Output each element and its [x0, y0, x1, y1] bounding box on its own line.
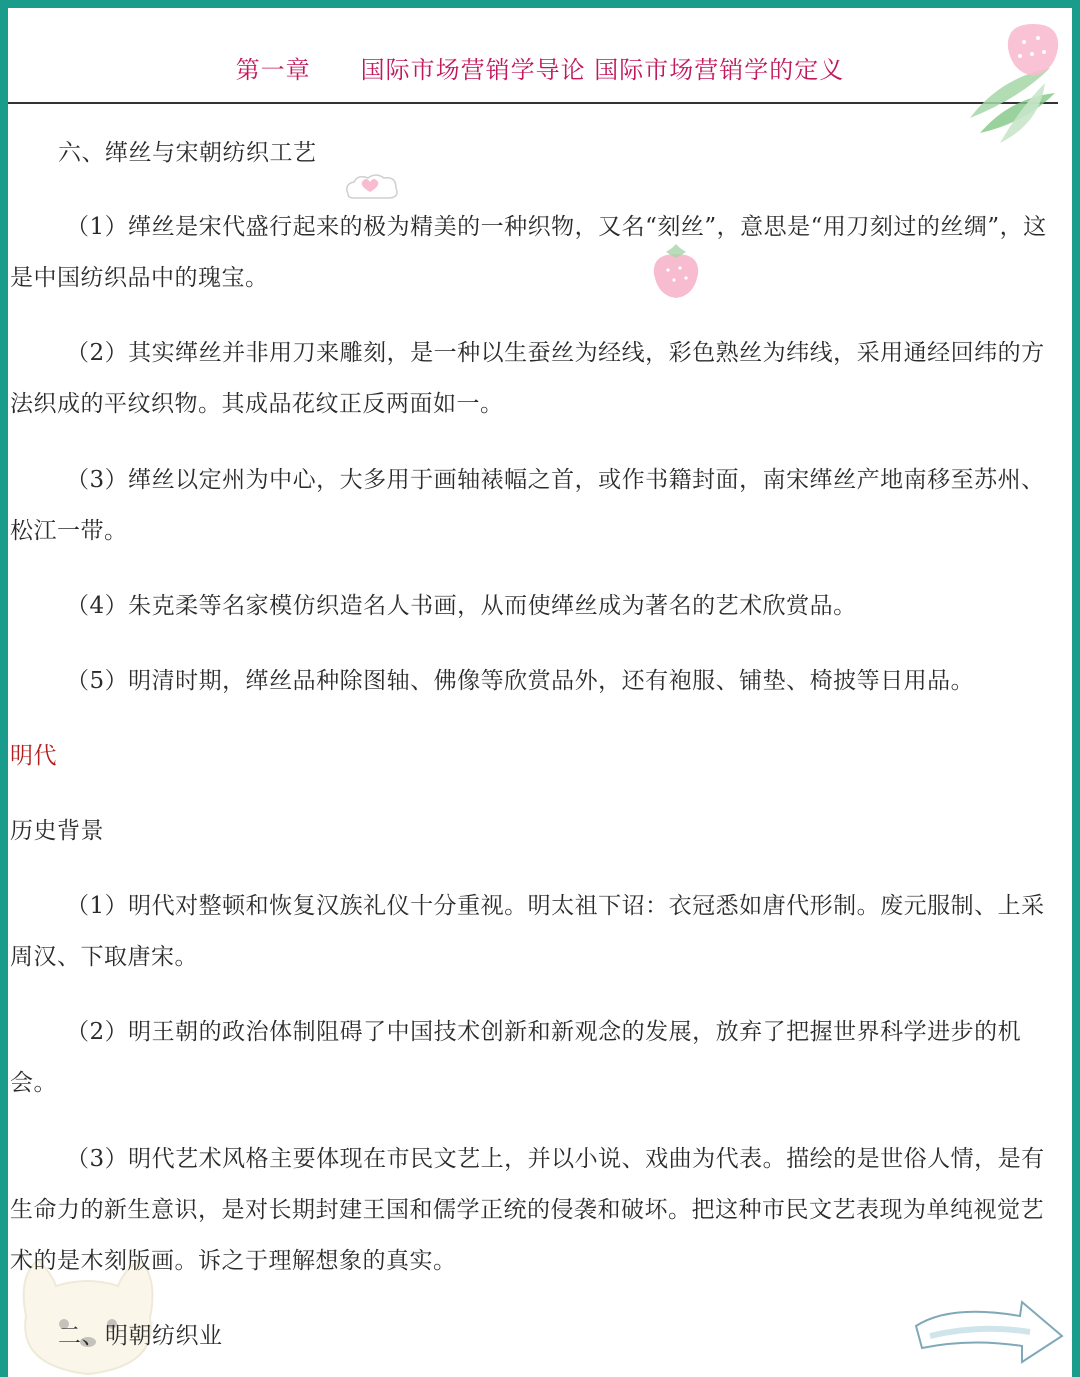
header-divider: [8, 102, 1058, 104]
song-item-1: （1）缂丝是宋代盛行起来的极为精美的一种织物，又名“刻丝”，意思是“用刀刻过的丝绸”，这是中国纺织品中的瑰宝。: [10, 214, 1047, 291]
section-six-title: 六、缂丝与宋朝纺织工艺: [58, 140, 317, 166]
page-header: [8, 8, 1072, 104]
header-title: 第一章 国际市场营销学导论 国际市场营销学的定义: [235, 56, 845, 84]
strawberry-sticker-icon: [998, 10, 1068, 80]
song-item-4: （4）朱克柔等名家模仿织造名人书画，从而使缂丝成为著名的艺术欣赏品。: [66, 593, 857, 619]
ming-item-1: （1）明代对整顿和恢复汉族礼仪十分重视。明太祖下诏：衣冠悉如唐代形制。废元服制、上采周汉、下取唐宋。: [10, 893, 1045, 970]
ming-item-3: （3）明代艺术风格主要体现在市民文艺上，并以小说、戏曲为代表。描绘的是世俗人情，是有生命力的新生意识，是对长期封建王国和儒学正统的侵袭和破坏。把这种市民文艺表现为单纯视觉艺术的是木刻版画。诉之于理解想象的真实。: [10, 1146, 1045, 1274]
ming-heading: 明代: [10, 743, 57, 769]
history-heading: 历史背景: [10, 818, 104, 844]
ming-item-2: （2）明王朝的政治体制阻碍了中国技术创新和新观念的发展，放弃了把握世界科学进步的机会。: [10, 1019, 1022, 1096]
section-two-title: 二、明朝纺织业: [58, 1323, 223, 1349]
song-item-5: （5）明清时期，缂丝品种除图轴、佛像等欣赏品外，还有袍服、铺垫、椅披等日用品。: [66, 668, 975, 694]
song-item-2: （2）其实缂丝并非用刀来雕刻，是一种以生蚕丝为经线，彩色熟丝为纬线，采用通经回纬的方法织成的平纹织物。其成品花纹正反两面如一。: [10, 340, 1045, 417]
song-item-3: （3）缂丝以定州为中心，大多用于画轴裱幅之首，或作书籍封面，南宋缂丝产地南移至苏州、松江一带。: [10, 467, 1045, 544]
document-page: [8, 8, 1072, 1377]
